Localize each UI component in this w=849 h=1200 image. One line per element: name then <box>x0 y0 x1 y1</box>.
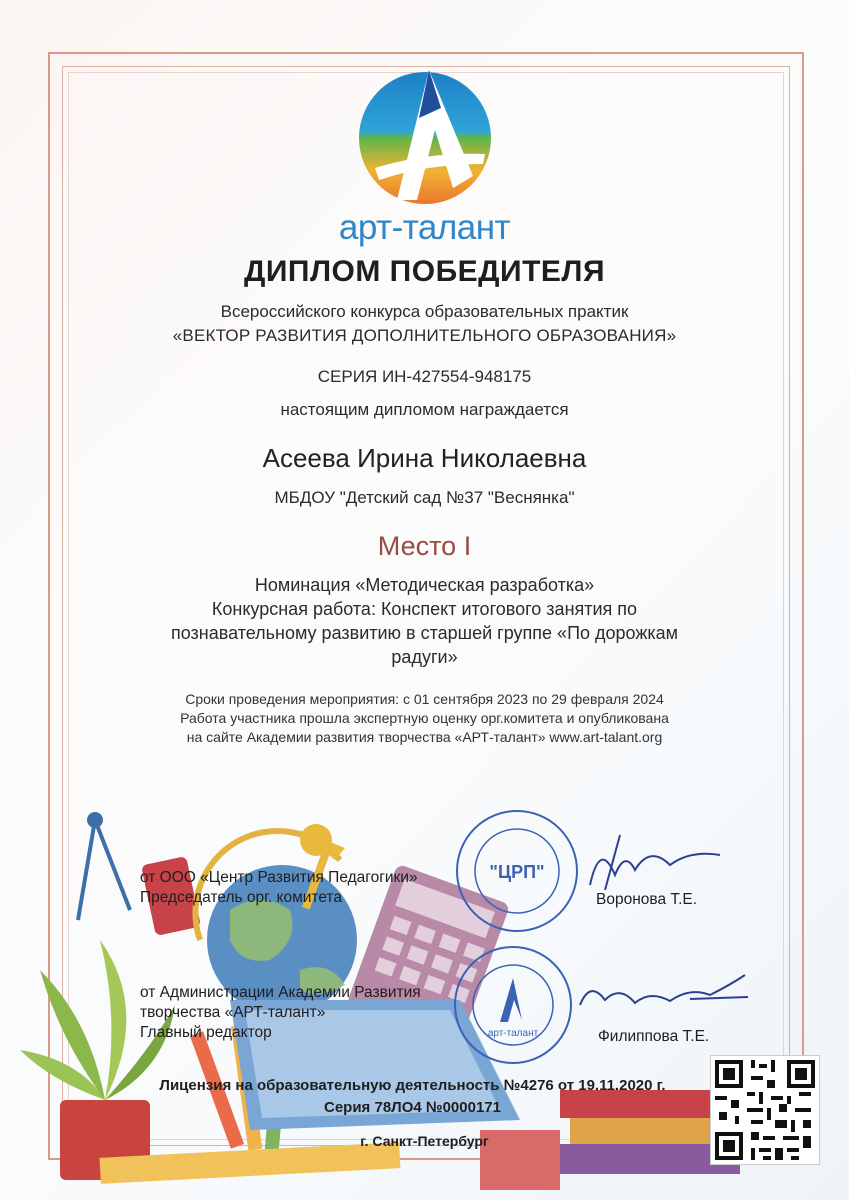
work-line-2: познавательному развитию в старшей группе «По дорожкам <box>170 623 679 643</box>
dates-line-2: Работа участника прошла экспертную оценку орг.комитета и опубликована <box>180 710 669 726</box>
qr-code <box>710 1055 820 1165</box>
signer-2-org-1: от Администрации Академии Развития <box>140 984 421 1001</box>
compass-icon <box>78 814 130 920</box>
dates-line-1: Сроки проведения мероприятия: с 01 сентября 2023 по 29 февраля 2024 <box>185 691 664 707</box>
work-line-1: Конкурсная работа: Конспект итогового занятия по <box>211 599 638 619</box>
signer-1-org: от ООО «Центр Развития Педагогики» <box>140 869 418 886</box>
signer-1-role: Председатель орг. комитета <box>140 889 342 906</box>
signature-2-scribble <box>570 965 750 1025</box>
crp-stamp-icon <box>452 806 582 936</box>
qr-code-icon <box>711 1056 819 1164</box>
awarded-text: настоящим дипломом награждается <box>280 400 569 419</box>
city: г. Санкт-Петербург <box>360 1133 489 1149</box>
series-number: СЕРИЯ ИН-427554-948175 <box>317 367 532 386</box>
contest-line-1: Всероссийского конкурса образовательных практик <box>220 302 629 321</box>
art-talant-logo-icon <box>357 68 493 208</box>
signature-block-1 <box>140 868 418 908</box>
stamp-2-label: арт-талант <box>487 1028 539 1039</box>
signature-block-2 <box>140 983 421 1043</box>
signature-1-scribble <box>580 830 730 900</box>
signer-1-name: Воронова Т.Е. <box>596 891 698 908</box>
nomination-block <box>0 573 849 669</box>
diploma-title: ДИПЛОМ ПОБЕДИТЕЛЯ <box>243 255 606 288</box>
stamp-1-label: "ЦРП" <box>489 862 545 882</box>
dates-line-3: на сайте Академии развития творчества «АРТ-талант» www.art-talant.org <box>186 729 663 745</box>
license-line-2: Серия 78ЛО4 №0000171 <box>324 1099 501 1116</box>
recipient-name: Асеева Ирина Николаевна <box>262 443 587 473</box>
brand-name: арт-талант <box>338 208 511 247</box>
dates-block <box>0 690 849 747</box>
organization: МБДОУ "Детский сад №37 "Веснянка" <box>274 488 575 507</box>
art-talant-stamp-icon <box>450 942 576 1068</box>
license-line-1: Лицензия на образовательную деятельность №4276 от 19.11.2020 г. <box>159 1077 666 1094</box>
signer-2-org-2: творчества «АРТ-талант» <box>140 1004 326 1021</box>
place-award: Место I <box>377 531 472 561</box>
contest-line-2: «ВЕКТОР РАЗВИТИЯ ДОПОЛНИТЕЛЬНОГО ОБРАЗОВАНИЯ» <box>172 326 677 345</box>
work-line-3: радуги» <box>391 647 458 667</box>
signer-2-role: Главный редактор <box>140 1024 272 1041</box>
signer-2-name: Филиппова Т.Е. <box>598 1028 710 1045</box>
nomination: Номинация «Методическая разработка» <box>254 575 595 595</box>
